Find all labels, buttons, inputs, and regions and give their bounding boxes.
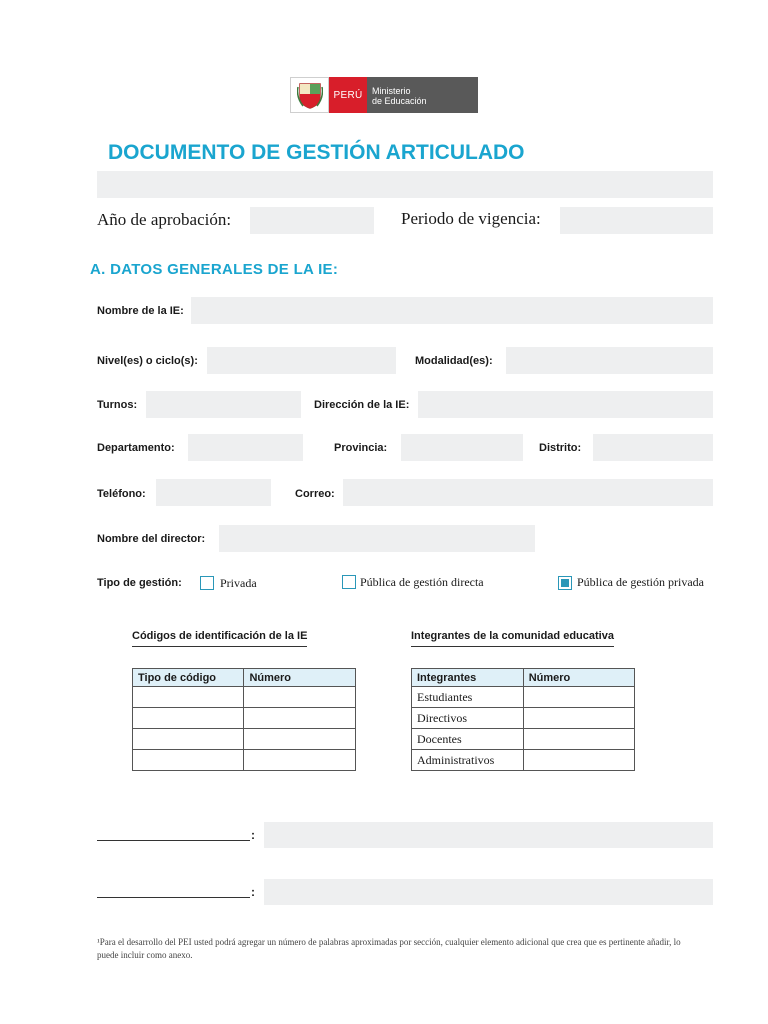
members-header-number: Número [523, 669, 634, 687]
codes-header-type: Tipo de código [133, 669, 244, 687]
shifts-field[interactable] [146, 391, 301, 418]
district-field[interactable] [593, 434, 713, 461]
director-field[interactable] [219, 525, 535, 552]
province-field[interactable] [401, 434, 523, 461]
option-public-direct-label: Pública de gestión directa [360, 575, 484, 589]
option-private-label: Privada [220, 576, 257, 590]
logo-ministry-line1: Ministerio [372, 86, 411, 96]
table-row [133, 729, 356, 750]
checkbox-public-private[interactable] [558, 576, 572, 590]
coat-of-arms-icon [290, 77, 329, 113]
modality-field[interactable] [506, 347, 713, 374]
codes-cell-type[interactable] [133, 687, 244, 708]
signature-line-1[interactable] [97, 840, 250, 841]
section-a-heading: A. DATOS GENERALES DE LA IE: [90, 261, 339, 278]
members-cell-number[interactable] [523, 729, 634, 750]
signature-line-2[interactable] [97, 897, 250, 898]
address-label: Dirección de la IE: [314, 399, 410, 411]
codes-cell-number[interactable] [244, 687, 356, 708]
codes-table-title: Códigos de identificación de la IE [132, 630, 307, 647]
members-cell-number[interactable] [523, 687, 634, 708]
school-name-field[interactable] [191, 297, 713, 324]
logo-ministry-line2: de Educación [372, 96, 427, 106]
approval-year-field[interactable] [250, 207, 374, 234]
members-header-members: Integrantes [412, 669, 524, 687]
validity-period-label: Periodo de vigencia: [401, 209, 541, 228]
modality-label: Modalidad(es): [415, 355, 493, 367]
members-cell-label: Administrativos [412, 750, 524, 771]
codes-cell-number[interactable] [244, 708, 356, 729]
school-name-label: Nombre de la IE: [97, 305, 184, 317]
ministry-logo [290, 77, 478, 113]
table-row [412, 708, 635, 729]
table-row [412, 729, 635, 750]
department-field[interactable] [188, 434, 303, 461]
members-cell-label: Directivos [412, 708, 524, 729]
signature-field-1[interactable] [264, 822, 713, 848]
members-table [411, 668, 635, 771]
phone-label: Teléfono: [97, 488, 146, 500]
table-row [133, 750, 356, 771]
document-title: DOCUMENTO DE GESTIÓN ARTICULADO [108, 141, 525, 164]
phone-field[interactable] [156, 479, 271, 506]
codes-cell-number[interactable] [244, 729, 356, 750]
logo-country: PERÚ [329, 77, 367, 113]
members-cell-label: Docentes [412, 729, 524, 750]
approval-year-label: Año de aprobación: [97, 210, 232, 229]
logo-ministry [367, 77, 478, 113]
codes-cell-number[interactable] [244, 750, 356, 771]
footnote: ¹Para el desarrollo del PEI usted podrá agregar un número de palabras aproximadas por sección, cualquier elemento adicional que crea que es pertinente añadir, lo puede incluir como anexo. [97, 937, 681, 960]
members-cell-label: Estudiantes [412, 687, 524, 708]
option-public-private-label: Pública de gestión privada [577, 575, 704, 589]
table-row [412, 750, 635, 771]
codes-cell-type[interactable] [133, 708, 244, 729]
table-row [133, 687, 356, 708]
codes-cell-type[interactable] [133, 750, 244, 771]
email-field[interactable] [343, 479, 713, 506]
codes-table [132, 668, 356, 771]
management-type-label: Tipo de gestión: [97, 577, 182, 589]
members-cell-number[interactable] [523, 750, 634, 771]
province-label: Provincia: [334, 442, 388, 454]
members-cell-number[interactable] [523, 708, 634, 729]
members-table-title: Integrantes de la comunidad educativa [411, 630, 614, 647]
title-field[interactable] [97, 171, 713, 198]
validity-period-field[interactable] [560, 207, 713, 234]
signature-colon-2: : [251, 885, 255, 899]
codes-header-number: Número [244, 669, 356, 687]
table-row [412, 687, 635, 708]
checkbox-private[interactable] [200, 576, 214, 590]
district-label: Distrito: [539, 442, 582, 454]
levels-label: Nivel(es) o ciclo(s): [97, 355, 198, 367]
levels-field[interactable] [207, 347, 396, 374]
department-label: Departamento: [97, 442, 175, 454]
email-label: Correo: [295, 488, 335, 500]
address-field[interactable] [418, 391, 713, 418]
signature-field-2[interactable] [264, 879, 713, 905]
table-row [133, 708, 356, 729]
signature-colon-1: : [251, 828, 255, 842]
checkbox-public-direct[interactable] [342, 575, 356, 589]
director-label: Nombre del director: [97, 533, 206, 545]
shifts-label: Turnos: [97, 399, 138, 411]
codes-cell-type[interactable] [133, 729, 244, 750]
